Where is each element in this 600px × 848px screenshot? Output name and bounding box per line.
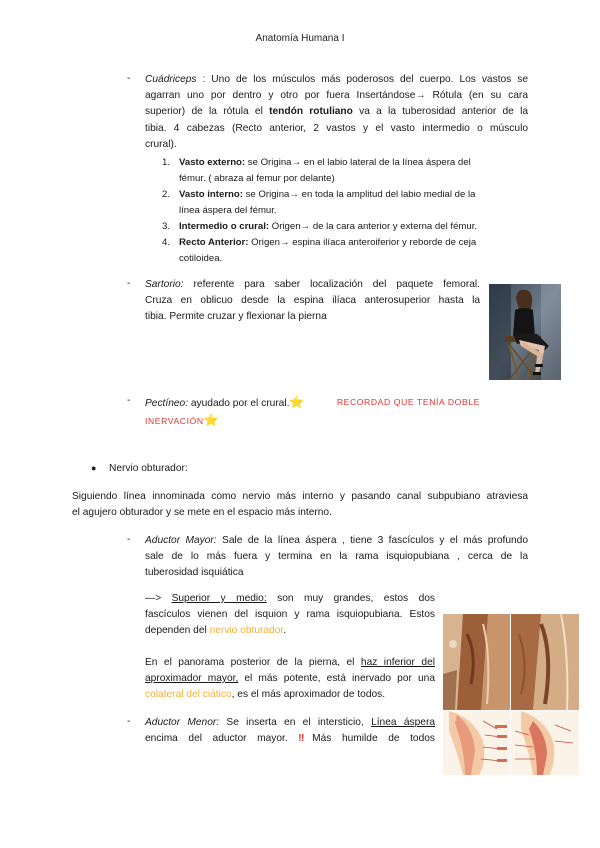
pectineo-name: Pectíneo: bbox=[145, 398, 189, 409]
list-dash: - bbox=[127, 395, 131, 406]
double-exclamation-icon: ‼ bbox=[298, 733, 313, 745]
pectineo-note-line1: RECORDAD QUE TENÍA DOBLE bbox=[336, 397, 480, 407]
aductor-mayor-block: Aductor Mayor: Sale de la línea áspera , tiene 3 fascículos y el más profundo sale de lo más fuera y termina en la rama isquiopubiana , cerca de la tuberosidad isquiática bbox=[145, 535, 528, 579]
aductor-menor-block: Aductor Menor: Se inserta en el intersticio, Línea áspera encima del aductor mayor. ‼Más humilde de todos bbox=[145, 717, 436, 745]
anatomy-photo-left bbox=[443, 614, 510, 710]
list-dash: - bbox=[127, 73, 131, 84]
anatomy-diagram-right bbox=[511, 711, 579, 775]
anatomy-photo-right bbox=[511, 614, 579, 710]
aductor-mayor-name: Aductor Mayor: bbox=[145, 535, 217, 546]
pectineo-block: Pectíneo: ayudado por el crural.⭐ RECORDAD QUE TENÍA DOBLE INERVACIÓN⭐ bbox=[145, 395, 480, 428]
cuadriceps-block: Cuádriceps : Uno de los músculos más poderosos del cuerpo. Los vastos se agarran uno por dentro y otro por fuera Insertándose→ Rótula (en su cara superior) de la rótula el tendón rotuliano va a la tuberosidad anterior de la tibia. 4 cabezas (Recto anterior, 2 vastos y el vasto intermedio o músculo crural). bbox=[145, 74, 529, 150]
aductor-menor-name: Aductor Menor: bbox=[145, 717, 220, 728]
list-item: 4. Recto Anterior: Origen→ espina ilíaca anteroiferior y reborde de ceja cotiloidea. bbox=[162, 237, 477, 264]
list-dash: - bbox=[127, 278, 131, 289]
sartorio-name: Sartorio: bbox=[145, 279, 184, 290]
cuadriceps-heads-list bbox=[162, 155, 528, 267]
cuadriceps-name: Cuádriceps bbox=[145, 74, 197, 85]
muscle-diagram bbox=[511, 711, 579, 775]
superior-medio-block: —> Superior y medio: son muy grandes, estos dos fascículos vienen del isquion y rama isquiopubiana. Estos dependen del nervio obturador. bbox=[145, 593, 436, 637]
posterior-block: En el panorama posterior de la pierna, el haz inferior del aproximador mayor, el más potente, está inervado por una colateral del ciático, es el más aproximador de todos. bbox=[145, 657, 435, 701]
pectineo-note-line2: INERVACIÓN bbox=[145, 416, 204, 427]
colateral-ciatico-highlight: colateral del ciático bbox=[145, 689, 232, 701]
dissection-image bbox=[443, 614, 510, 710]
sartorio-photo bbox=[489, 284, 561, 380]
seated-person-image bbox=[489, 284, 561, 380]
bullet-icon: ● bbox=[91, 463, 97, 473]
anatomy-diagram-left bbox=[443, 711, 510, 775]
list-item: 3. Intermedio o crural: Origen→ de la cara anterior y externa del fémur. bbox=[162, 221, 478, 232]
list-dash: - bbox=[127, 534, 131, 545]
muscle-diagram bbox=[443, 711, 510, 775]
haz-inferior-link: haz inferior del bbox=[360, 657, 435, 668]
superior-medio-label: Superior y medio: bbox=[171, 593, 267, 604]
section-heading: Nervio obturador: bbox=[109, 463, 188, 474]
tendon-rotuliano: tendón rotuliano bbox=[269, 106, 353, 118]
list-dash: - bbox=[127, 716, 131, 727]
list-item: 2. Vasto interno: se Origina→ en toda la amplitud del labio medial de la línea áspera del fémur. bbox=[162, 189, 476, 216]
list-item: 1. Vasto externo: se Origina→ en el labio lateral de la línea áspera del fémur. ( abraza al femur por delante) bbox=[162, 157, 471, 184]
sartorio-block: Sartorio: referente para saber localización del paquete femoral. Cruza en oblicuo desde la espina ilíaca anterosuperior hasta la tibia. Permite cruzar y flexionar la pierna bbox=[145, 279, 480, 323]
page-header: Anatomía Humana I bbox=[255, 33, 345, 44]
nervio-obturador-highlight: nervio obturador bbox=[209, 625, 284, 637]
dissection-image bbox=[511, 614, 579, 710]
linea-aspera-link: Línea áspera bbox=[371, 717, 436, 728]
star-icon: ⭐ bbox=[203, 413, 219, 428]
obturador-paragraph: Siguiendo línea innominada como nervio más interno y pasando canal subpubiano atraviesa el agujero obturador y se mete en el espacio más interno. bbox=[72, 491, 528, 519]
star-icon: ⭐ bbox=[289, 395, 305, 409]
